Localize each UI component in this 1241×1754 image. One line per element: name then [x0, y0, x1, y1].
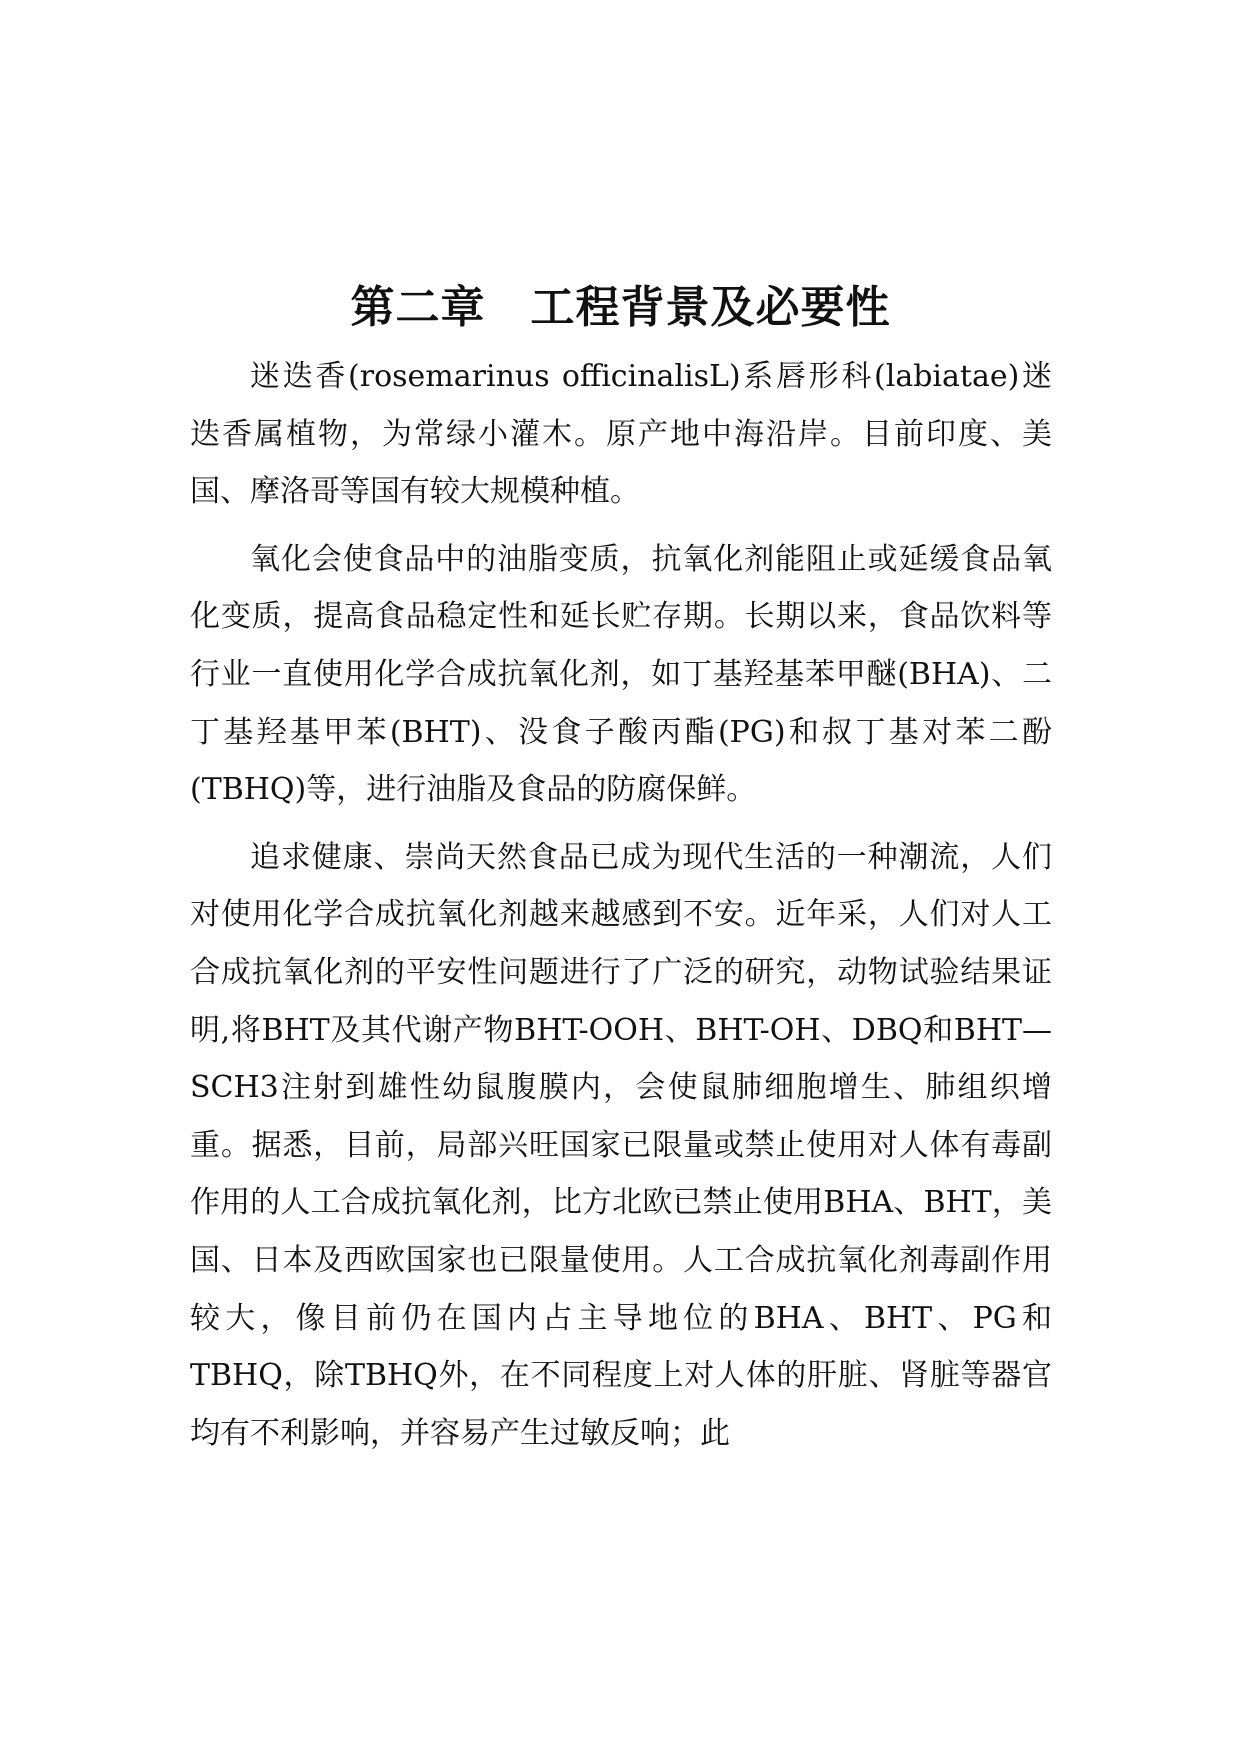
chapter-title: 第二章 工程背景及必要性	[350, 282, 891, 333]
paragraph-health-trend: 追求健康、崇尚天然食品已成为现代生活的一种潮流，人们对使用化学合成抗氧化剂越来越感到不安。近年采，人们对人工合成抗氧化剂的平安性问题进行了广泛的研究，动物试验结果证明,将BHT及其代谢产物BHT-OOH、BHT-OH、DBQ和BHT—SCH3注射到雄性幼鼠腹膜内，会使鼠肺细胞增生、肺组织增重。据悉，目前，局部兴旺国家已限量或禁止使用对人体有毒副作用的人工合成抗氧化剂，比方北欧已禁止使用BHA、BHT，美国、日本及西欧国家也已限量使用。人工合成抗氧化剂毒副作用较大，像目前仍在国内占主导地位的BHA、BHT、PG和TBHQ，除TBHQ外，在不同程度上对人体的肝脏、肾脏等器官均有不利影响，并容易产生过敏反响；此	[190, 839, 1052, 1451]
paragraph-antioxidants: 氧化会使食品中的油脂变质，抗氧化剂能阻止或延缓食品氧化变质，提高食品稳定性和延长贮存期。长期以来，食品饮料等行业一直使用化学合成抗氧化剂，如丁基羟基苯甲醚(BHA)、二丁基羟基甲苯(BHT)、没食子酸丙酯(PG)和叔丁基对苯二酚(TBHQ)等，进行油脂及食品的防腐保鲜。	[190, 541, 1052, 808]
body-text	[190, 348, 1052, 1472]
paragraph-rosemary-intro: 迷迭香(rosemarinus officinalisL)系唇形科(labiatae)迷迭香属植物，为常绿小灌木。原产地中海沿岸。目前印度、美国、摩洛哥等国有较大规模种植。	[190, 359, 1052, 510]
